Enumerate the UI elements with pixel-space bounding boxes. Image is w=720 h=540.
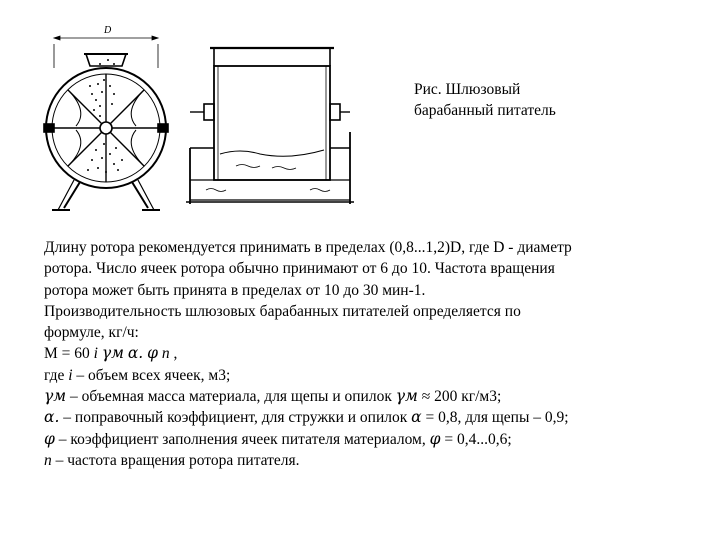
formula-gamma: γм — [101, 344, 124, 363]
definition-i — [44, 365, 704, 386]
text-line-2: ротора. Число ячеек ротора обычно принимают от 6 до 10. Частота вращения — [44, 260, 555, 278]
definition-i-text: – объем всех ячеек, м3; — [72, 366, 231, 384]
figure-caption — [414, 79, 556, 121]
text-line-1: Длину ротора рекомендуется принимать в пределах (0,8...1,2)D, где D - диаметр — [44, 239, 572, 256]
definition-alpha-symbol: α. — [44, 408, 60, 427]
definition-alpha-value: = 0,8, для щепы – 0,9; — [421, 409, 569, 427]
side-elevation — [186, 48, 354, 204]
definition-gamma — [44, 386, 704, 407]
feeder-drawing — [40, 20, 370, 225]
rotor-cross-section — [44, 54, 168, 210]
formula-phi: φ — [147, 344, 158, 363]
caption-line-2: барабанный питатель — [414, 102, 556, 119]
formula-alpha: α. — [127, 344, 144, 363]
definition-n-symbol: n — [44, 451, 52, 469]
definition-gamma-value: ≈ 200 кг/м3; — [417, 388, 502, 406]
definition-phi-text: – коэффициент заполнения ячеек питателя материалом, — [54, 430, 430, 448]
definition-gamma-symbol: γм — [44, 387, 67, 406]
definition-alpha-text: – поправочный коэффициент, для стружки и опилок — [59, 409, 412, 427]
body-text — [44, 237, 704, 471]
definition-phi-value: = 0,4...0,6; — [440, 430, 512, 448]
definition-lead: где — [44, 366, 69, 384]
formula-i: i — [93, 345, 98, 363]
formula-lhs: M = 60 — [44, 345, 94, 363]
definition-n-text: – частота вращения ротора питателя. — [51, 451, 300, 469]
text-line-3: ротора может быть принята в пределах от 10 до 30 мин-1. — [44, 281, 426, 299]
definition-gamma-text: – объемная масса материала, для щепы и опилок — [66, 388, 396, 406]
formula-tail: , — [169, 345, 178, 363]
definition-phi — [44, 429, 704, 450]
definition-alpha — [44, 407, 704, 428]
definition-n — [44, 450, 704, 471]
definition-phi-symbol: φ — [44, 429, 55, 448]
definition-phi-symbol-2: φ — [429, 429, 441, 448]
caption-line-1: Рис. Шлюзовый — [414, 81, 521, 98]
definition-alpha-symbol-2: α — [411, 408, 422, 427]
dimension-label: D — [104, 25, 112, 36]
definition-i-symbol: i — [68, 366, 73, 384]
text-line-5: формуле, кг/ч: — [44, 324, 139, 342]
definition-gamma-symbol-2: γм — [395, 387, 418, 406]
formula-line — [44, 343, 704, 364]
formula-n: n — [161, 345, 170, 363]
text-line-4: Производительность шлюзовых барабанных питателей определяется по — [44, 302, 521, 320]
